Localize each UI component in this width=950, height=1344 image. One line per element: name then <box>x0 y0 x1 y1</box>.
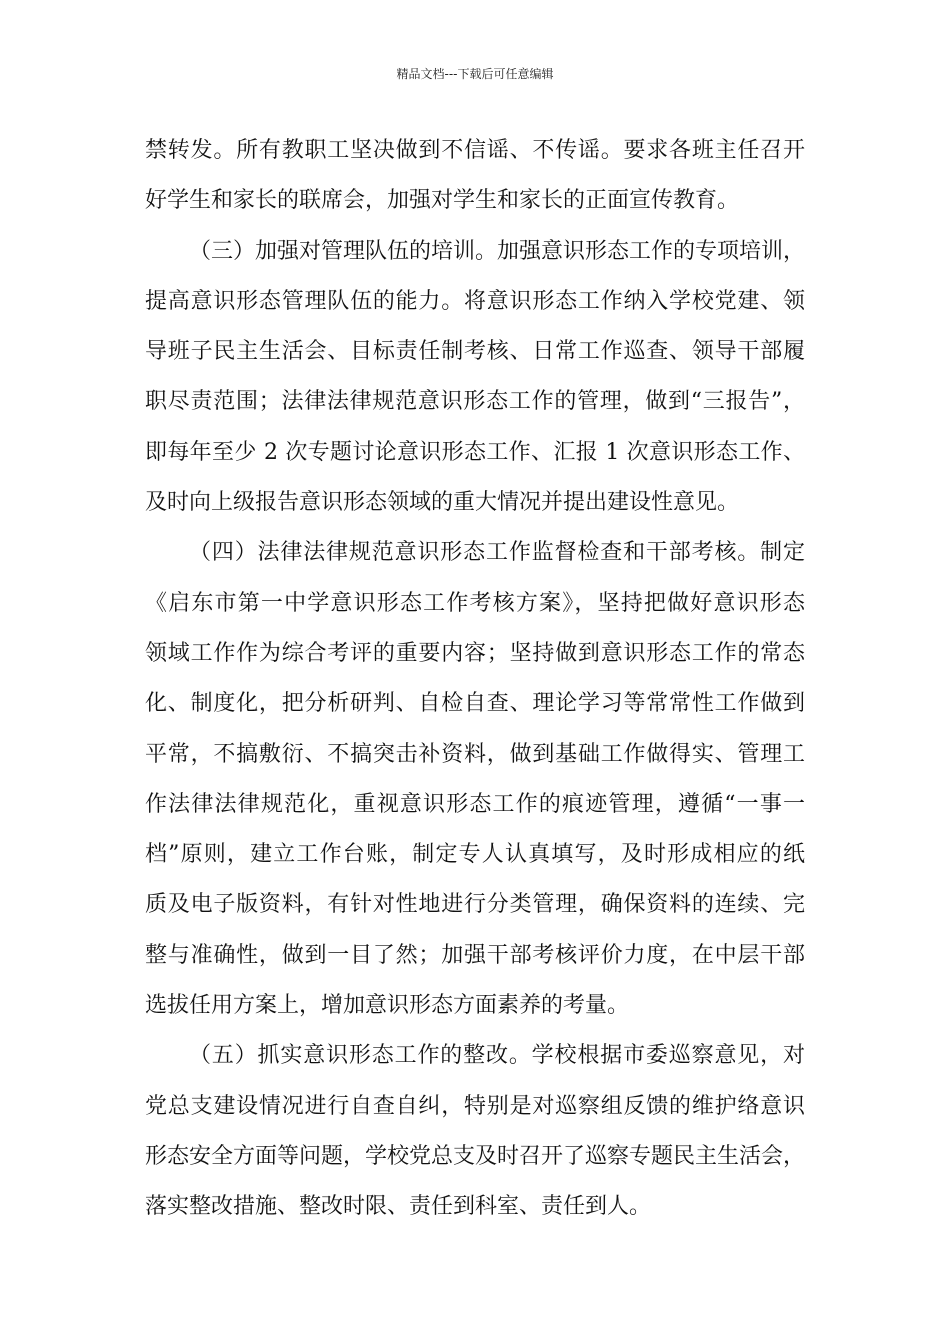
text-line: 落实整改措施、整改时限、责任到科室、责任到人。 <box>145 1194 652 1220</box>
text-line: 党总支建设情况进行自查自纠，特别是对巡察组反馈的维护络意识 <box>145 1093 805 1119</box>
text-line: 档”原则，建立工作台账，制定专人认真填写，及时形成相应的纸 <box>145 842 805 868</box>
text-line: 提高意识形态管理队伍的能力。将意识形态工作纳入学校党建、领 <box>145 288 805 314</box>
text-line: 化、制度化，把分析研判、自检自查、理论学习等常常性工作做到 <box>145 691 805 717</box>
text-line: 《启东市第一中学意识形态工作考核方案》，坚持把做好意识形态 <box>145 590 805 616</box>
text-line: 形态安全方面等问题，学校党总支及时召开了巡察专题民主生活会， <box>145 1143 805 1169</box>
text-line: 好学生和家长的联席会，加强对学生和家长的正面宣传教育。 <box>145 188 740 214</box>
text-line: 作法律法律规范化，重视意识形态工作的痕迹管理，遵循“一事一 <box>145 791 805 817</box>
text-line: 领域工作作为综合考评的重要内容；坚持做到意识形态工作的常态 <box>145 640 805 666</box>
text-line: 及时向上级报告意识形态领域的重大情况并提出建设性意见。 <box>145 490 740 516</box>
text-line: 导班子民主生活会、目标责任制考核、日常工作巡查、领导干部履 <box>145 339 805 365</box>
text-line: 禁转发。所有教职工坚决做到不信谣、不传谣。要求各班主任召开 <box>145 138 805 163</box>
page-header: 精品文档---下载后可任意编辑 <box>396 67 554 81</box>
document-body <box>145 126 805 1233</box>
paragraph-heading-4: （四）法律法律规范意识形态工作监督检查和干部考核。制定 <box>189 540 805 566</box>
text-line: 职尽责范围；法律法律规范意识形态工作的管理，做到“三报告”， <box>145 389 805 415</box>
paragraph-heading-3: （三）加强对管理队伍的培训。加强意识形态工作的专项培训， <box>189 238 805 264</box>
text-line: 选拔任用方案上，增加意识形态方面素养的考量。 <box>145 993 630 1019</box>
text-line: 即每年至少 2 次专题讨论意识形态工作、汇报 1 次意识形态工作、 <box>145 439 805 465</box>
paragraph-heading-5: （五）抓实意识形态工作的整改。学校根据市委巡察意见，对 <box>189 1043 805 1069</box>
text-line: 平常，不搞敷衍、不搞突击补资料，做到基础工作做得实、管理工 <box>145 741 805 767</box>
text-line: 质及电子版资料，有针对性地进行分类管理，确保资料的连续、完 <box>145 892 805 918</box>
text-line: 整与准确性，做到一目了然；加强干部考核评价力度，在中层干部 <box>145 942 805 968</box>
